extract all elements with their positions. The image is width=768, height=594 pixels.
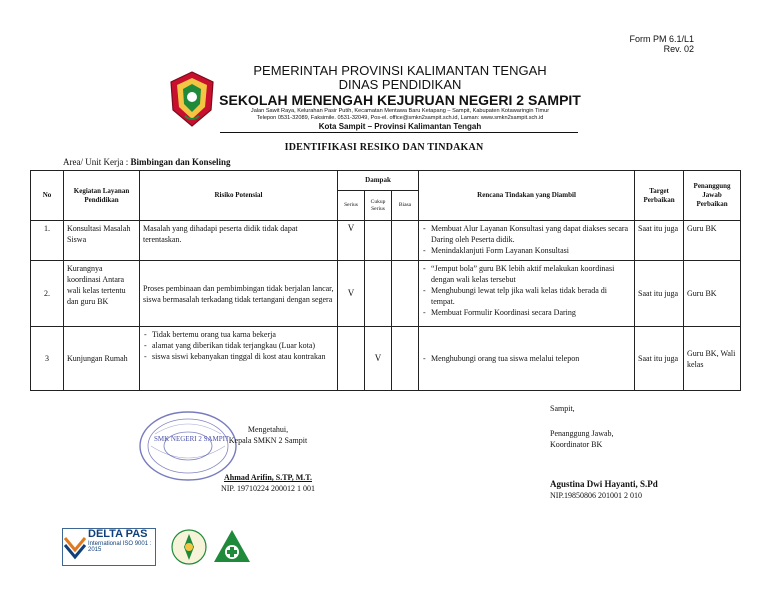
row-impact-fairly-serious [365,221,392,261]
action-item: - Menindaklanjuti Form Layanan Konsultasi [422,245,631,256]
principal-title: Kepala SMKN 2 Sampit [228,436,308,445]
coordinator-title: Koordinator BK [550,440,603,449]
table-row [31,261,741,327]
stamp-text: SMK NEGERI 2 SAMPIT [154,435,230,443]
form-revision: Rev. 02 [663,44,694,54]
table-row [31,327,741,391]
document-title: IDENTIFIKASI RESIKO DAN TINDAKAN [284,142,484,153]
letterhead [205,64,595,132]
row-responsible: Guru BK [684,261,741,327]
risk-item: - siswa siswi kebanyakan tinggal di kost atau kontrakan [143,351,334,362]
row-action-plan [419,221,635,261]
header-impact: Dampak [338,171,419,191]
footer-logos [62,528,262,568]
row-number: 3 [31,327,64,391]
row-risk: Masalah yang dihadapi peserta didik tidak dapat terentaskan. [140,221,338,261]
row-risk: Proses pembinaan dan pembimbingan tidak berjalan lancar, siswa bermasalah terkadang tidak tertangani dengan segera [140,261,338,327]
delta-pas-title: DELTA PAS [88,528,148,540]
header-impact-serious: Serius [338,191,365,221]
form-code [604,34,694,54]
risk-table [30,170,741,391]
signature-coordinator [550,403,658,501]
action-item: - Membuat Alur Layanan Konsultasi yang dapat diakses secara Daring oleh Peserta didik. [422,223,631,245]
letterhead-department: DINAS PENDIDIKAN [338,77,462,92]
row-responsible: Guru BK [684,221,741,261]
table-header-row [31,171,741,191]
letterhead-contact: Telepon 0531-32089, Faksimile. 0531-32049, Pos-el. office@smkn2sampit.sch.id, Laman: www.smkn2sampit.sch.id [256,115,544,121]
letterhead-address: Jalan Sawit Raya, Kelurahan Pasir Putih, Kecamatan Mentawa Baru Ketapang – Sampit, Kabupaten Kotawaringin Timur [250,108,550,114]
letterhead-divider [220,132,578,133]
row-target: Saat itu juga [635,261,684,327]
header-target: Target Perbaikan [635,171,684,221]
action-item: - Menghubungi lewat telp jika wali kelas tidak berada di tempat. [422,285,631,307]
letterhead-government: PEMERINTAH PROVINSI KALIMANTAN TENGAH [253,63,547,78]
work-area-value: Bimbingan dan Konseling [130,157,231,167]
header-action-plan: Rencana Tindakan yang Diambil [419,171,635,221]
row-number: 1. [31,221,64,261]
row-impact-fairly-serious: V [365,327,392,391]
header-impact-fairly-serious: Cukup Serius [365,191,392,221]
row-target: Saat itu juga [635,221,684,261]
row-impact-serious: V [338,261,365,327]
row-impact-serious: V [338,221,365,261]
row-impact-normal [392,221,419,261]
row-action-plan [419,327,635,391]
letterhead-school: SEKOLAH MENENGAH KEJURUAN NEGERI 2 SAMPIT [219,92,581,108]
row-activity: Kunjungan Rumah [64,327,140,391]
row-target: Saat itu juga [635,327,684,391]
row-number: 2. [31,261,64,327]
letterhead-city: Kota Sampit – Provinsi Kalimantan Tengah [318,122,482,131]
row-risk [140,327,338,391]
form-code-number: Form PM 6.1/L1 [629,34,694,44]
delta-pas-subtitle: International ISO 9001 : 2015 [88,541,152,553]
risk-item: - alamat yang diberikan tidak terjangkau (Luar kota) [143,340,334,351]
uks-logo [212,528,252,566]
row-activity: Konsultasi Masalah Siswa [64,221,140,261]
header-risk: Risiko Potensial [140,171,338,221]
header-no: No [31,171,64,221]
principal-nip: NIP. 19710224 200012 1 001 [220,484,315,493]
adiwiyata-logo [170,528,208,566]
acknowledged-label: Mengetahui, [247,425,289,434]
coordinator-nip: NIP.19850806 201001 2 010 [550,491,643,500]
header-activity: Kegiatan Layanan Pendidikan [64,171,140,221]
principal-name: Ahmad Arifin, S.TP, M.T. [223,473,312,482]
header-impact-normal: Biasa [392,191,419,221]
row-impact-fairly-serious [365,261,392,327]
action-item: - Menghubungi orang tua siswa melalui telepon [422,353,631,364]
work-area-label: Area/ Unit Kerja : [63,157,131,167]
row-impact-normal [392,261,419,327]
row-impact-normal [392,327,419,391]
work-area [63,157,231,167]
row-impact-serious [338,327,365,391]
action-item: - “Jemput bola” guru BK lebih aktif melakukan koordinasi dengan wali kelas tersebut [422,263,631,285]
row-action-plan [419,261,635,327]
risk-item: - Tidak bertemu orang tua karna bekerja [143,329,334,340]
table-row [31,221,741,261]
signature-principal [203,424,333,494]
row-responsible: Guru BK, Wali kelas [684,327,741,391]
row-activity: Kurangnya koordinasi Antara wali kelas tertentu dan guru BK [64,261,140,327]
action-item: - Membuat Formulir Koordinasi secara Daring [422,307,631,318]
coordinator-role: Penanggung Jawab, [550,429,614,438]
signature-place: Sampit, [550,404,575,413]
coordinator-name: Agustina Dwi Hayanti, S.Pd [550,479,658,489]
header-responsible: Penanggung Jawab Perbaikan [684,171,741,221]
